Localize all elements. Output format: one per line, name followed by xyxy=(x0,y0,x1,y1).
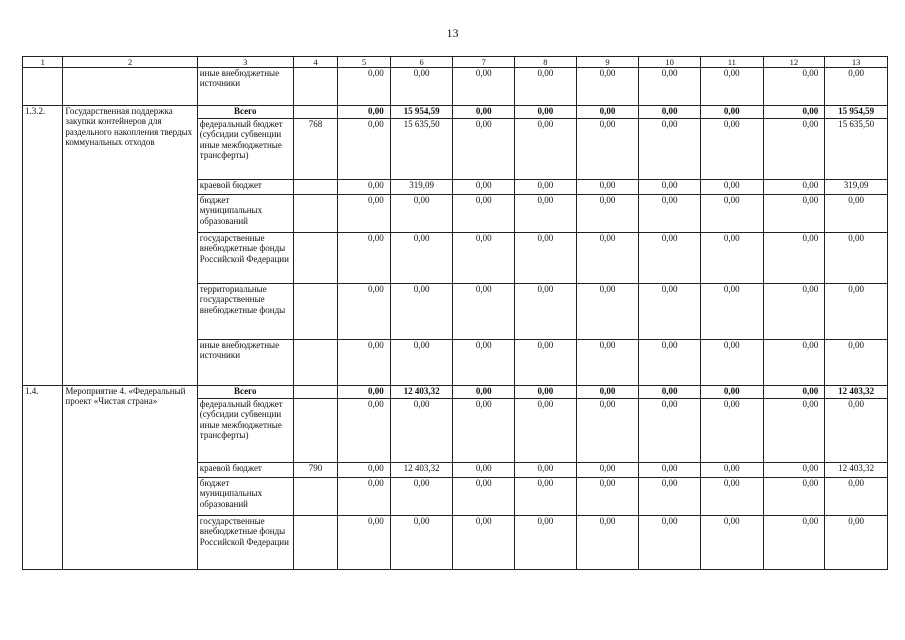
value-cell: 0,00 xyxy=(763,463,825,478)
value-cell: 0,00 xyxy=(763,386,825,399)
value-cell: 0,00 xyxy=(763,195,825,233)
column-header: 5 xyxy=(338,57,391,68)
value-cell: 0,00 xyxy=(700,516,763,570)
value-cell: 12 403,32 xyxy=(825,386,888,399)
value-cell: 0,00 xyxy=(576,195,639,233)
value-cell: 12 403,32 xyxy=(390,463,453,478)
value-cell: 12 403,32 xyxy=(825,463,888,478)
value-cell: 0,00 xyxy=(338,68,391,106)
value-cell: 0,00 xyxy=(515,340,577,386)
value-cell: 0,00 xyxy=(515,516,577,570)
funding-source: федеральный бюджет (субсидии субвенции иные межбюджетные трансферты) xyxy=(197,119,293,180)
code-cell xyxy=(293,386,337,399)
value-cell: 0,00 xyxy=(639,68,701,106)
value-cell: 0,00 xyxy=(576,119,639,180)
value-cell: 0,00 xyxy=(338,399,391,463)
column-header: 9 xyxy=(576,57,639,68)
value-cell: 0,00 xyxy=(453,284,515,340)
value-cell: 0,00 xyxy=(515,399,577,463)
value-cell: 0,00 xyxy=(390,399,453,463)
value-cell: 0,00 xyxy=(825,516,888,570)
value-cell: 0,00 xyxy=(639,284,701,340)
value-cell: 0,00 xyxy=(700,119,763,180)
value-cell: 319,09 xyxy=(390,180,453,195)
value-cell: 0,00 xyxy=(338,180,391,195)
value-cell: 0,00 xyxy=(338,516,391,570)
value-cell: 0,00 xyxy=(763,233,825,284)
code-cell xyxy=(293,399,337,463)
code-cell: 768 xyxy=(293,119,337,180)
value-cell: 0,00 xyxy=(390,516,453,570)
value-cell: 0,00 xyxy=(576,233,639,284)
value-cell: 0,00 xyxy=(338,119,391,180)
value-cell: 0,00 xyxy=(763,119,825,180)
value-cell: 0,00 xyxy=(576,284,639,340)
value-cell: 0,00 xyxy=(576,399,639,463)
code-cell xyxy=(293,284,337,340)
value-cell: 0,00 xyxy=(576,340,639,386)
value-cell: 0,00 xyxy=(639,399,701,463)
value-cell: 0,00 xyxy=(576,180,639,195)
value-cell: 0,00 xyxy=(338,478,391,516)
value-cell: 0,00 xyxy=(515,106,577,119)
funding-source: краевой бюджет xyxy=(197,463,293,478)
value-cell: 0,00 xyxy=(453,399,515,463)
row-number: 1.4. xyxy=(23,386,63,570)
column-header: 4 xyxy=(293,57,337,68)
value-cell: 0,00 xyxy=(453,119,515,180)
value-cell: 0,00 xyxy=(639,340,701,386)
value-cell: 0,00 xyxy=(515,180,577,195)
value-cell: 319,09 xyxy=(825,180,888,195)
value-cell: 0,00 xyxy=(338,386,391,399)
code-cell xyxy=(293,516,337,570)
column-header: 3 xyxy=(197,57,293,68)
code-cell xyxy=(293,68,337,106)
column-header: 11 xyxy=(700,57,763,68)
column-header: 8 xyxy=(515,57,577,68)
value-cell: 0,00 xyxy=(700,399,763,463)
code-cell xyxy=(293,233,337,284)
value-cell: 0,00 xyxy=(825,399,888,463)
value-cell: 0,00 xyxy=(515,478,577,516)
value-cell: 0,00 xyxy=(515,386,577,399)
value-cell: 0,00 xyxy=(453,386,515,399)
value-cell: 0,00 xyxy=(639,180,701,195)
value-cell: 0,00 xyxy=(700,284,763,340)
code-cell xyxy=(293,106,337,119)
value-cell: 0,00 xyxy=(700,106,763,119)
value-cell: 0,00 xyxy=(825,233,888,284)
value-cell: 0,00 xyxy=(576,386,639,399)
code-cell xyxy=(293,195,337,233)
value-cell: 0,00 xyxy=(639,195,701,233)
value-cell: 0,00 xyxy=(453,478,515,516)
column-header: 7 xyxy=(453,57,515,68)
value-cell: 0,00 xyxy=(515,195,577,233)
column-header-row xyxy=(23,57,888,68)
value-cell: 0,00 xyxy=(700,478,763,516)
table-row xyxy=(23,106,888,119)
value-cell: 0,00 xyxy=(515,284,577,340)
value-cell: 0,00 xyxy=(700,68,763,106)
funding-source: федеральный бюджет (субсидии субвенции иные межбюджетные трансферты) xyxy=(197,399,293,463)
column-header: 13 xyxy=(825,57,888,68)
value-cell: 0,00 xyxy=(639,386,701,399)
code-cell xyxy=(293,478,337,516)
value-cell: 0,00 xyxy=(763,68,825,106)
page-number: 13 xyxy=(446,26,459,40)
value-cell: 0,00 xyxy=(338,340,391,386)
value-cell: 0,00 xyxy=(453,106,515,119)
value-cell: 0,00 xyxy=(825,195,888,233)
value-cell: 0,00 xyxy=(453,340,515,386)
value-cell: 0,00 xyxy=(700,463,763,478)
value-cell: 0,00 xyxy=(639,478,701,516)
funding-source: краевой бюджет xyxy=(197,180,293,195)
value-cell: 0,00 xyxy=(338,106,391,119)
value-cell: 0,00 xyxy=(700,340,763,386)
value-cell: 0,00 xyxy=(763,516,825,570)
value-cell: 0,00 xyxy=(763,106,825,119)
value-cell: 0,00 xyxy=(390,68,453,106)
funding-source: иные внебюджетные источники xyxy=(197,68,293,106)
value-cell: 0,00 xyxy=(763,399,825,463)
value-cell: 0,00 xyxy=(453,180,515,195)
value-cell: 0,00 xyxy=(639,233,701,284)
value-cell: 0,00 xyxy=(576,106,639,119)
column-header: 1 xyxy=(23,57,63,68)
value-cell: 0,00 xyxy=(390,233,453,284)
column-header: 2 xyxy=(63,57,197,68)
value-cell: 0,00 xyxy=(763,284,825,340)
value-cell: 15 954,59 xyxy=(825,106,888,119)
funding-source: Всего xyxy=(197,386,293,399)
value-cell: 0,00 xyxy=(763,478,825,516)
value-cell: 0,00 xyxy=(700,233,763,284)
value-cell: 0,00 xyxy=(639,119,701,180)
value-cell: 0,00 xyxy=(639,516,701,570)
value-cell: 0,00 xyxy=(338,463,391,478)
value-cell: 0,00 xyxy=(515,119,577,180)
value-cell: 0,00 xyxy=(338,284,391,340)
value-cell: 0,00 xyxy=(338,233,391,284)
value-cell: 0,00 xyxy=(453,233,515,284)
code-cell xyxy=(293,340,337,386)
value-cell: 0,00 xyxy=(390,478,453,516)
value-cell: 0,00 xyxy=(763,180,825,195)
value-cell: 0,00 xyxy=(453,68,515,106)
value-cell: 0,00 xyxy=(453,463,515,478)
value-cell: 15 635,50 xyxy=(390,119,453,180)
value-cell: 0,00 xyxy=(338,195,391,233)
value-cell: 15 635,50 xyxy=(825,119,888,180)
activity-name: Государственная поддержка закупки контейнеров для раздельного накопления твердых коммунальных отходов xyxy=(63,106,197,386)
activity-name xyxy=(63,68,197,106)
code-cell xyxy=(293,180,337,195)
value-cell: 15 954,59 xyxy=(390,106,453,119)
column-header: 6 xyxy=(390,57,453,68)
budget-table xyxy=(22,56,888,570)
value-cell: 0,00 xyxy=(515,233,577,284)
funding-source: бюджет муниципальных образований xyxy=(197,478,293,516)
row-number xyxy=(23,68,63,106)
funding-source: государственные внебюджетные фонды Российской Федерации xyxy=(197,516,293,570)
value-cell: 0,00 xyxy=(453,195,515,233)
value-cell: 0,00 xyxy=(515,68,577,106)
column-header: 12 xyxy=(763,57,825,68)
value-cell: 12 403,32 xyxy=(390,386,453,399)
value-cell: 0,00 xyxy=(576,478,639,516)
funding-source: иные внебюджетные источники xyxy=(197,340,293,386)
funding-source: государственные внебюджетные фонды Российской Федерации xyxy=(197,233,293,284)
value-cell: 0,00 xyxy=(825,284,888,340)
value-cell: 0,00 xyxy=(576,516,639,570)
value-cell: 0,00 xyxy=(390,284,453,340)
value-cell: 0,00 xyxy=(763,340,825,386)
value-cell: 0,00 xyxy=(825,478,888,516)
table-row xyxy=(23,68,888,106)
value-cell: 0,00 xyxy=(639,463,701,478)
funding-source: Всего xyxy=(197,106,293,119)
funding-source: бюджет муниципальных образований xyxy=(197,195,293,233)
value-cell: 0,00 xyxy=(576,68,639,106)
code-cell: 790 xyxy=(293,463,337,478)
value-cell: 0,00 xyxy=(453,516,515,570)
funding-source: территориальные государственные внебюджетные фонды xyxy=(197,284,293,340)
value-cell: 0,00 xyxy=(390,195,453,233)
value-cell: 0,00 xyxy=(700,180,763,195)
value-cell: 0,00 xyxy=(515,463,577,478)
activity-name: Мероприятие 4. «Федеральный проект «Чистая страна» xyxy=(63,386,197,570)
value-cell: 0,00 xyxy=(700,386,763,399)
value-cell: 0,00 xyxy=(825,68,888,106)
row-number: 1.3.2. xyxy=(23,106,63,386)
value-cell: 0,00 xyxy=(576,463,639,478)
value-cell: 0,00 xyxy=(825,340,888,386)
table-row xyxy=(23,386,888,399)
column-header: 10 xyxy=(639,57,701,68)
value-cell: 0,00 xyxy=(639,106,701,119)
value-cell: 0,00 xyxy=(700,195,763,233)
value-cell: 0,00 xyxy=(390,340,453,386)
